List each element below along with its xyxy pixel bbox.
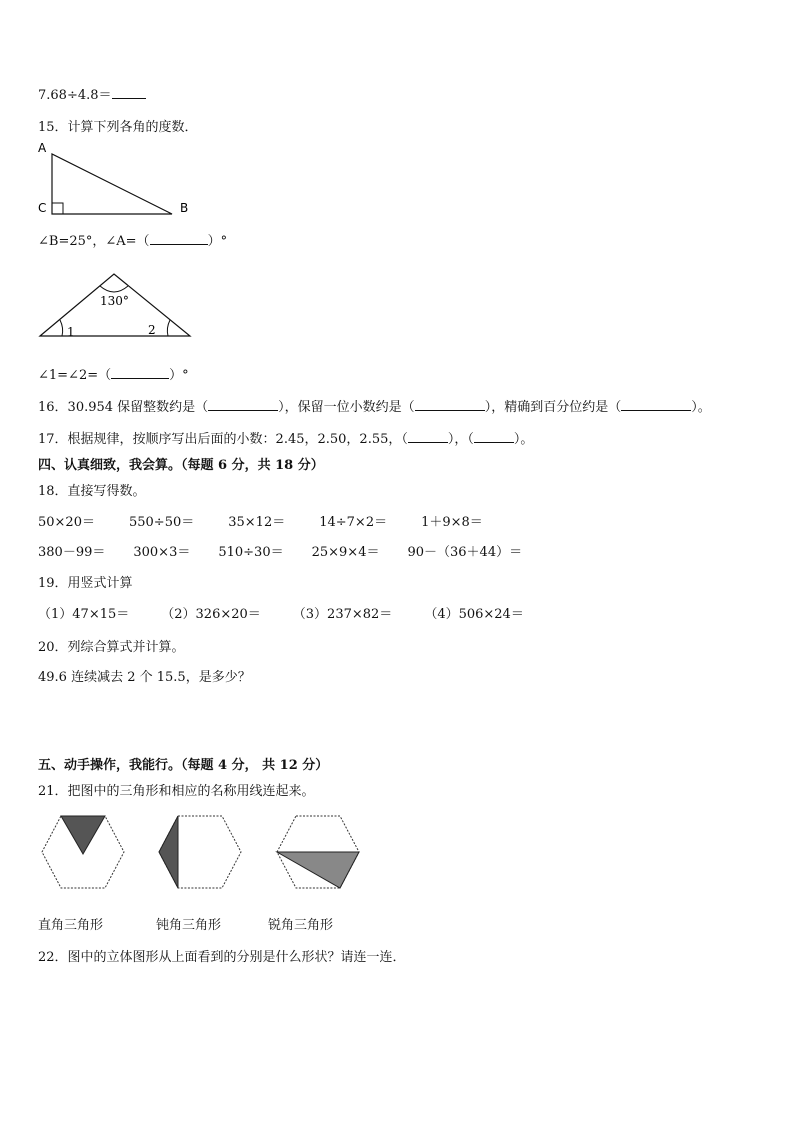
right-angle-mark (52, 203, 63, 214)
q14-answer-blank[interactable] (112, 86, 146, 99)
angle2-label: 2 (148, 323, 156, 337)
q19-item: （4）506×24＝ (424, 607, 524, 622)
top-angle-arc (100, 286, 128, 292)
q18-item: 90－（36＋44）＝ (407, 545, 523, 560)
hexagon-figure-2 (157, 814, 243, 890)
q20-title: 20．列综合算式并计算。 (38, 640, 185, 655)
q20-text: 49.6 连续减去 2 个 15.5，是多少？ (38, 670, 251, 685)
right-triangle-figure (30, 140, 190, 220)
hexagon-figure-3 (275, 814, 361, 890)
q16-text-4: ）。 (691, 400, 711, 415)
right-triangle (52, 154, 172, 214)
q15-answer1-prefix: ∠B=25°，∠A=（ (38, 234, 150, 249)
q17-blank-1[interactable] (408, 430, 448, 443)
q18-item: 14÷7×2＝ (319, 515, 388, 530)
hexagon-figure-1 (40, 814, 126, 890)
q18-item: 1＋9×8＝ (421, 515, 483, 530)
q19-title: 19．用竖式计算 (38, 576, 133, 591)
obtuse-triangle-shape (159, 816, 178, 888)
right-triangle-shape (277, 852, 359, 888)
q16-blank-hundredth[interactable] (621, 398, 691, 411)
q17-blank-2[interactable] (474, 430, 514, 443)
q14-line (38, 84, 146, 103)
q18-item: 25×9×4＝ (311, 545, 380, 560)
q17-text-2: ），（ (447, 432, 474, 447)
angle-a-blank[interactable] (150, 232, 208, 245)
q18-item: 300×3＝ (133, 545, 191, 560)
q15-answer2-suffix: ）° (169, 368, 189, 383)
q17-text-1: 17．根据规律，按顺序写出后面的小数：2.45，2.50，2.55，（ (38, 432, 408, 447)
angle1-arc (60, 320, 63, 336)
q18-item: 380－99＝ (38, 545, 106, 560)
q19-item: （3）237×82＝ (292, 607, 393, 622)
section4-title: 四、认真细致，我会算。（每题 6 分，共 18 分） (38, 458, 324, 473)
q17-line (38, 428, 533, 447)
q16-line (38, 396, 711, 415)
q16-text-1: 16．30.954 保留整数约是（ (38, 400, 209, 415)
q15-title: 15．计算下列各角的度数． (38, 120, 198, 135)
acute-triangle-shape (61, 816, 105, 854)
q21-title: 21．把图中的三角形和相应的名称用线连起来。 (38, 784, 315, 799)
section5-title: 五、动手操作，我能行。（每题 4 分， 共 12 分） (38, 758, 329, 773)
q16-blank-one-decimal[interactable] (415, 398, 485, 411)
name-right-triangle: 直角三角形 (38, 918, 104, 933)
name-acute-triangle: 锐角三角形 (268, 918, 334, 933)
q14-expr: 7.68÷4.8＝ (38, 88, 112, 103)
q22-title: 22．图中的立体图形从上面看到的分别是什么形状？请连一连． (38, 950, 406, 965)
q19-row (38, 603, 556, 622)
angle2-arc (167, 320, 170, 336)
q16-blank-integer[interactable] (208, 398, 278, 411)
angle1-label: 1 (67, 325, 75, 339)
q18-title: 18．直接写得数。 (38, 484, 146, 499)
q15-answer2-prefix: ∠1=∠2=（ (38, 368, 112, 383)
obtuse-triangle-figure (38, 272, 194, 342)
q18-item: 510÷30＝ (218, 545, 284, 560)
top-angle-label: 130° (100, 294, 129, 308)
q18-item: 50×20＝ (38, 515, 95, 530)
q15-answer2 (38, 364, 189, 383)
q16-text-2: ），保留一位小数约是（ (278, 400, 415, 415)
vertex-b-label: B (180, 201, 189, 215)
q15-answer1-suffix: ）° (207, 234, 228, 249)
q16-text-3: ），精确到百分位约是（ (484, 400, 622, 415)
name-obtuse-triangle: 钝角三角形 (156, 918, 222, 933)
vertex-a-label: A (38, 141, 47, 155)
q18-item: 550÷50＝ (128, 515, 195, 530)
q15-answer1 (38, 230, 227, 249)
q18-row1 (38, 511, 517, 530)
vertex-c-label: C (38, 201, 47, 215)
angle12-blank[interactable] (111, 366, 169, 379)
q18-row2 (38, 541, 550, 560)
q19-item: （1）47×15＝ (38, 607, 130, 622)
q21-names (38, 914, 333, 933)
q18-item: 35×12＝ (228, 515, 286, 530)
q19-item: （2）326×20＝ (161, 607, 261, 622)
q17-text-3: ）。 (513, 432, 534, 447)
